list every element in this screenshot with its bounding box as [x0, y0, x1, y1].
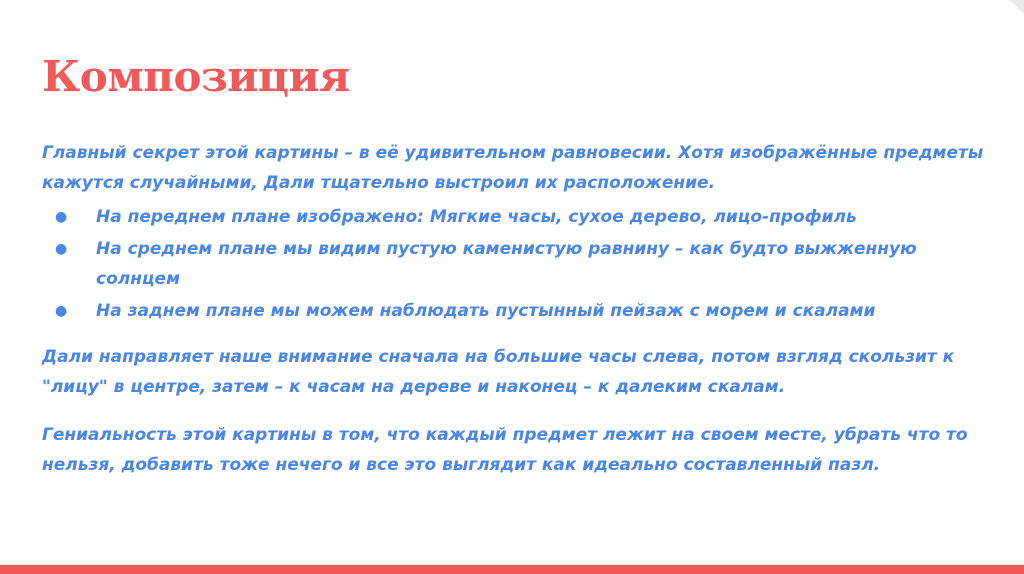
- bottom-accent-bar: [0, 565, 1024, 574]
- slide-title: Композиция: [42, 52, 350, 101]
- bullet-dot-icon: ●: [55, 209, 68, 225]
- bullet-item: [42, 234, 992, 294]
- bullet-text: На заднем плане мы можем наблюдать пустынный пейзаж с морем и скалами: [96, 301, 876, 321]
- intro-paragraph: Главный секрет этой картины – в её удивительном равновесии. Хотя изображённые предметы кажутся случайными, Дали тщательно выстроил их расположение.: [42, 143, 984, 193]
- bullet-dot-icon: ●: [55, 241, 68, 257]
- bullet-text: На переднем плане изображено: Мягкие часы, сухое дерево, лицо-профиль: [96, 207, 857, 227]
- bullet-list: [42, 202, 992, 326]
- bullet-item: [42, 202, 992, 232]
- paragraph-genius: Гениальность этой картины в том, что каждый предмет лежит на своем месте, убрать что то нельзя, добавить тоже нечего и все это выглядит как идеально составленный пазл.: [42, 425, 968, 475]
- page-corner-decoration: [1010, 0, 1024, 14]
- bullet-text: На среднем плане мы видим пустую каменистую равнину – как будто выжженную солнцем: [96, 239, 917, 289]
- bullet-dot-icon: ●: [55, 303, 68, 319]
- bullet-item: [42, 296, 992, 326]
- slide-body: [42, 138, 992, 480]
- paragraph-attention-flow: Дали направляет наше внимание сначала на большие часы слева, потом взгляд скользит к "лицу" в центре, затем – к часам на дереве и наконец – к далеким скалам.: [42, 347, 955, 397]
